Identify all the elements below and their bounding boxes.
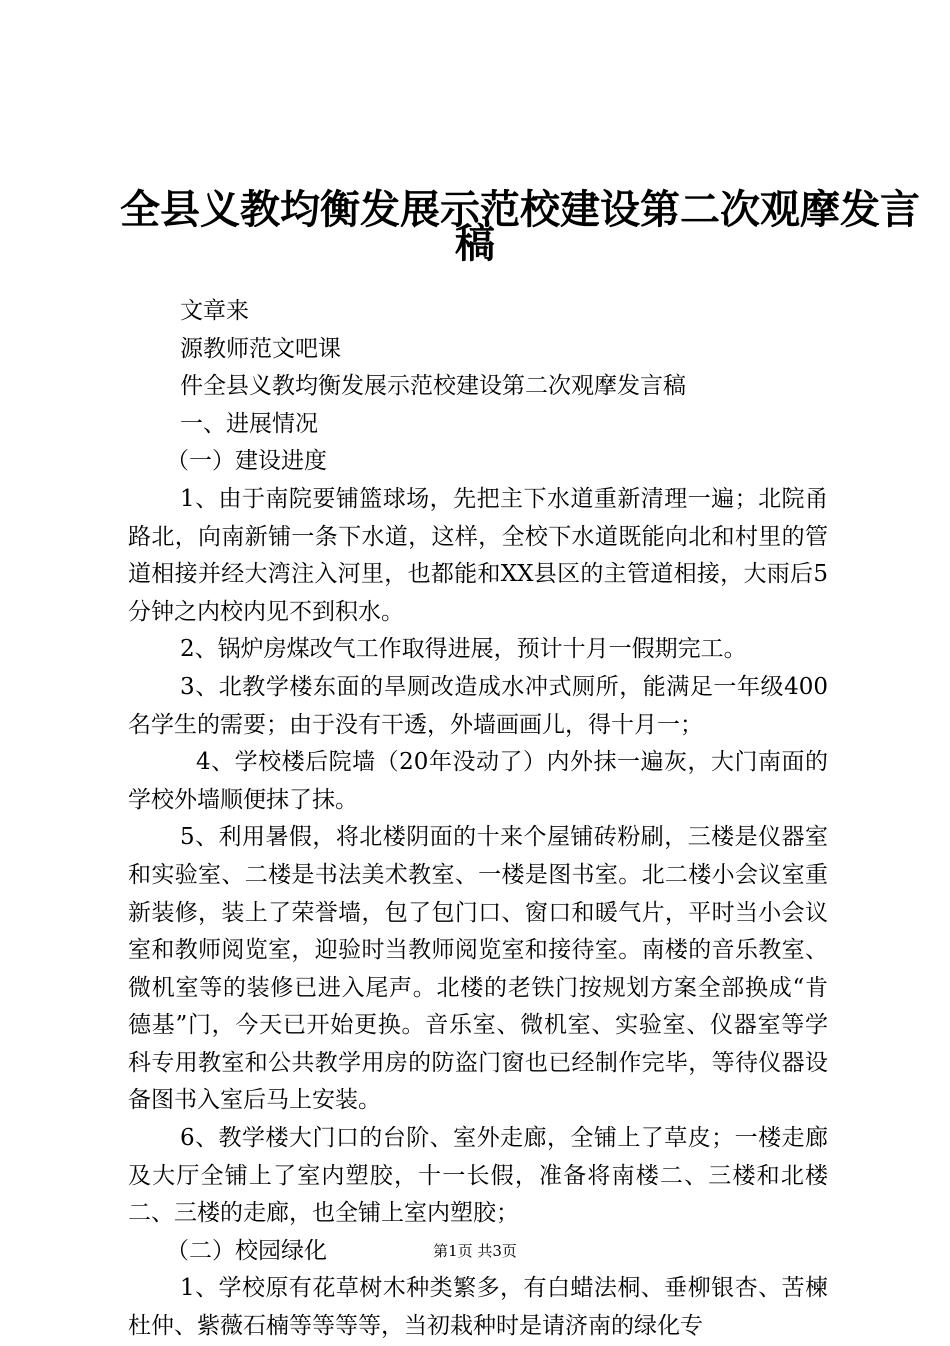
paragraph-item-3: 3、北教学楼东面的旱厕改造成水冲式厕所，能满足一年级400名学生的需要；由于没有干透，外墙画画儿，得十月一； [128,673,828,738]
document-body [128,293,828,1346]
paragraph-greening-1: 1、学校原有花草树木种类繁多，有白蜡法桐、垂柳银杏、苦楝杜仲、紫薇石楠等等等等，当初栽种时是请济南的绿化专 [128,1275,828,1340]
subsection-heading-greening: （二）校园绿化 [166,1237,327,1264]
paragraph-source-3: 件全县义教均衡发展示范校建设第二次观摩发言稿 [180,373,686,400]
page-footer: 第1页 共3页 [433,1242,517,1260]
document-title-line-2: 稿 [455,220,495,267]
paragraph-item-5: 5、利用暑假，将北楼阴面的十来个屋铺砖粉刷，三楼是仪器室和实验室、二楼是书法美术教室、一楼是图书室。北二楼小会议室重新装修，装上了荣誉墙，包了包门口、窗口和暖气片，平时当小会议室和教师阅览室，迎验时当教师阅览室和接待室。南楼的音乐教室、微机室等的装修已进入尾声。北楼的老铁门按规划方案全部换成“肯德基”门，今天已开始更换。音乐室、微机室、实验室、仪器室等学科专用教室和公共教学用房的防盗门窗也已经制作完毕，等待仪器设备图书入室后马上安装。 [128,824,828,1114]
paragraph-source-2: 源教师范文吧课 [180,335,341,362]
paragraph-item-4: 4、学校楼后院墙（20年没动了）内外抹一遍灰，大门南面的学校外墙顺便抹了抹。 [128,749,828,813]
paragraph-source-1: 文章来 [180,298,249,324]
paragraph-item-2: 2、锅炉房煤改气工作取得进展，预计十月一假期完工。 [180,636,747,663]
subsection-heading-construction: （一）建设进度 [166,448,327,475]
paragraph-item-6: 6、教学楼大门口的台阶、室外走廊，全铺上了草皮；一楼走廊及大厅全铺上了室内塑胶，十一长假，准备将南楼二、三楼和北楼二、三楼的走廊，也全铺上室内塑胶； [128,1125,828,1227]
section-heading-progress: 一、进展情况 [180,410,318,437]
paragraph-item-1: 1、由于南院要铺篮球场，先把主下水道重新清理一遍；北院甬路北，向南新铺一条下水道，这样，全校下水道既能向北和村里的管道相接并经大湾注入河里，也都能和XX县区的主管道相接，大雨后5分钟之内校内见不到积水。 [128,485,828,625]
document-title-line-1: 全县义教均衡发展示范校建设第二次观摩发言 [120,186,920,233]
